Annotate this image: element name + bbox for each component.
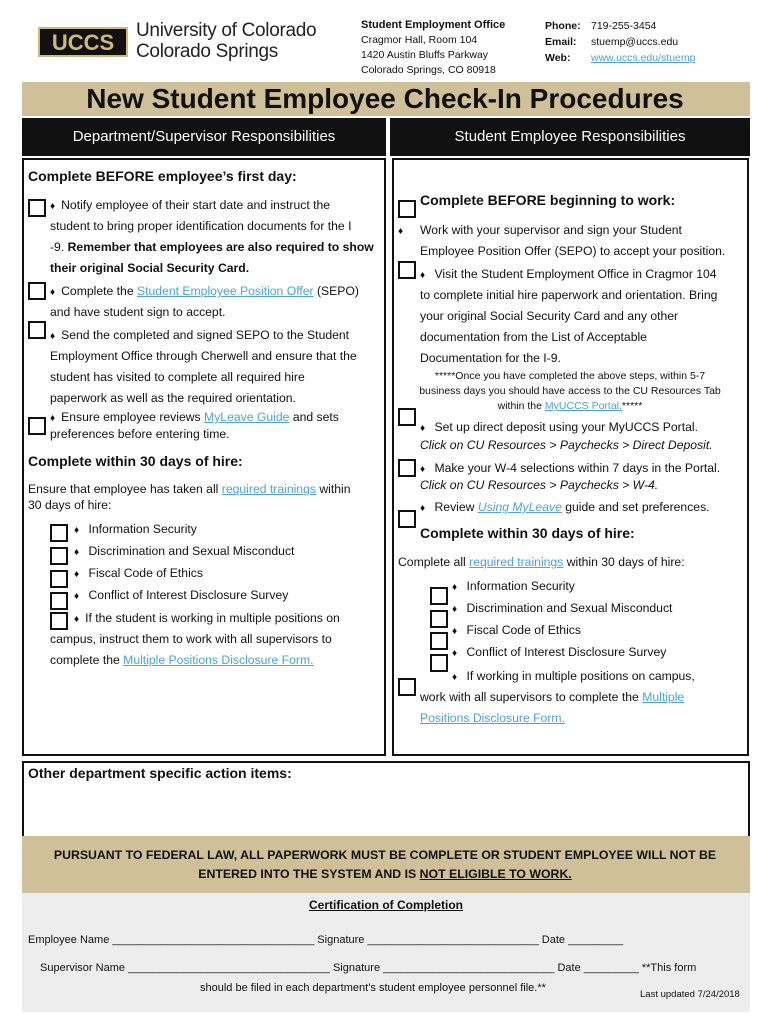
right-training-2 <box>452 598 672 620</box>
diamond-bullet-icon: ♦ <box>74 569 80 580</box>
diamond-bullet-icon: ♦ <box>74 591 80 602</box>
text: Send the completed and signed SEPO to the Student <box>61 328 350 342</box>
checkbox-training-1[interactable] <box>50 524 68 542</box>
checkbox-rtraining-4[interactable] <box>430 654 448 672</box>
text: Conflict of Interest Disclosure Survey <box>466 645 667 659</box>
text: guide and set preferences. <box>565 500 710 514</box>
left-training-4 <box>74 585 288 607</box>
note-line2: business days you should have access to the CU Resources Tab <box>419 385 721 397</box>
text: within <box>319 482 351 496</box>
left-item1 <box>50 195 330 217</box>
right-item1-line2: Employee Position Offer (SEPO) to accept your position. <box>420 244 726 258</box>
web-link[interactable]: www.uccs.edu/stuemp <box>591 52 696 64</box>
text: Information Security <box>466 579 575 593</box>
other-items-label: Other department specific action items: <box>28 765 292 781</box>
text: within 30 days of hire: <box>566 555 685 569</box>
checkbox-sepo[interactable] <box>28 282 46 300</box>
text: within the <box>497 400 542 412</box>
right-dd <box>420 418 698 438</box>
left-item3-line4: paperwork as well as the required orientation. <box>50 391 296 405</box>
logo-text: UCCS <box>51 30 115 55</box>
diamond-bullet-icon: ♦ <box>50 413 56 424</box>
right-multi <box>452 666 695 688</box>
checkbox-right-multi[interactable] <box>398 678 416 696</box>
left-training-3 <box>74 563 203 585</box>
office-address <box>361 18 505 78</box>
text: Information Security <box>88 522 197 536</box>
diamond-bullet-icon: ♦ <box>420 270 426 281</box>
office-line1: Cragmor Hall, Room 104 <box>361 34 478 46</box>
left-multi-line2: campus, instruct them to work with all supervisors to <box>50 632 332 646</box>
right-multiple-positions-link[interactable]: Multiple <box>642 690 685 704</box>
multiple-positions-form-link[interactable]: Multiple Positions Disclosure Form. <box>123 653 314 667</box>
myleave-guide-link[interactable]: MyLeave Guide <box>204 410 290 424</box>
certification-title: Certification of Completion <box>309 898 463 912</box>
warning-underlined: NOT ELIGIBLE TO WORK. <box>419 867 572 881</box>
right-training-3 <box>452 620 581 642</box>
right-item1-line1: Work with your supervisor and sign your Student <box>420 223 682 237</box>
page-title: New Student Employee Check-In Procedures <box>86 83 684 114</box>
checkbox-send-sepo[interactable] <box>28 321 46 339</box>
text: Discrimination and Sexual Misconduct <box>466 601 673 615</box>
warning-text <box>40 846 730 884</box>
left-s2-intro <box>28 481 351 498</box>
text: Discrimination and Sexual Misconduct <box>88 544 295 558</box>
left-multi-line3 <box>50 650 314 671</box>
right-w4-line2: Click on CU Resources > Paychecks > W-4. <box>420 478 659 492</box>
checkbox-direct-deposit[interactable] <box>398 408 416 426</box>
left-training-2 <box>74 541 294 563</box>
checkbox-multiple-positions[interactable] <box>50 612 68 630</box>
office-line3: Colorado Springs, CO 80918 <box>361 64 496 76</box>
checkbox-notify[interactable] <box>28 199 46 217</box>
text-bold: Remember that employees are also required to show <box>67 240 374 254</box>
checkbox-review[interactable] <box>398 510 416 528</box>
left-item4-line2: preferences before entering time. <box>50 427 230 441</box>
right-column-heading: Student Employee Responsibilities <box>390 118 750 156</box>
right-s2-intro <box>398 552 685 573</box>
last-updated: Last updated 7/24/2018 <box>640 989 740 1000</box>
office-line2: 1420 Austin Bluffs Parkway <box>361 49 489 61</box>
checkbox-myleave[interactable] <box>28 417 46 435</box>
right-section1-title: Complete BEFORE beginning to work: <box>420 192 676 208</box>
sepo-link[interactable]: Student Employee Position Offer <box>137 284 314 298</box>
warning-line1: PURSUANT TO FEDERAL LAW, ALL PAPERWORK MUST BE COMPLETE OR STUDENT EMPLOYEE WILL NOT BE <box>53 848 717 862</box>
diamond-bullet-icon: ♦ <box>420 423 426 434</box>
university-name <box>136 20 316 62</box>
web-label: Web: <box>545 52 571 64</box>
email[interactable]: stuemp@uccs.edu <box>591 36 679 48</box>
right-item2-line2: to complete initial hire paperwork and orientation. Bring <box>420 288 718 302</box>
email-label: Email: <box>545 36 577 48</box>
text: Fiscal Code of Ethics <box>466 623 581 637</box>
right-required-trainings-link[interactable]: required trainings <box>469 555 564 569</box>
checkbox-visit-office[interactable] <box>398 261 416 279</box>
diamond-bullet-icon: ♦ <box>50 331 56 342</box>
required-trainings-link[interactable]: required trainings <box>221 482 316 496</box>
text: Ensure employee reviews <box>61 410 201 424</box>
univ-line1: University of Colorado <box>136 20 317 41</box>
left-item2 <box>50 281 359 303</box>
right-dd-line2: Click on CU Resources > Paychecks > Direct Deposit. <box>420 438 713 452</box>
text: Conflict of Interest Disclosure Survey <box>88 588 289 602</box>
diamond-bullet-icon: ♦ <box>452 648 458 659</box>
using-myleave-link[interactable]: Using MyLeave <box>477 500 562 514</box>
right-item2-line5: Documentation for the I-9. <box>420 351 561 365</box>
portal-note <box>396 369 744 414</box>
contact-info <box>545 18 695 66</box>
diamond-bullet-icon: ♦ <box>420 503 426 514</box>
supervisor-signature-line[interactable]: Supervisor Name _________________________________ Signature ____________________________ Date _________ **This form <box>40 962 697 974</box>
phone-label: Phone: <box>545 20 581 32</box>
text: Fiscal Code of Ethics <box>88 566 203 580</box>
text: Complete all <box>398 555 466 569</box>
text: Ensure that employee has taken all <box>28 482 219 496</box>
checkbox-w4[interactable] <box>398 459 416 477</box>
text: ENTERED INTO THE SYSTEM AND IS <box>198 867 417 881</box>
text: Make your W-4 selections within 7 days in the Portal. <box>434 461 721 475</box>
text: (SEPO) <box>316 284 359 298</box>
diamond-bullet-icon: ♦ <box>50 201 56 212</box>
certification-footer: should be filed in each department’s student employee personnel file.** <box>200 982 546 994</box>
checkbox-training-4[interactable] <box>50 592 68 610</box>
right-item2 <box>420 264 717 286</box>
uccs-logo <box>38 27 128 57</box>
left-column-heading: Department/Supervisor Responsibilities <box>22 118 386 156</box>
text: Review <box>434 500 475 514</box>
text: Complete the <box>61 284 134 298</box>
phone: 719-255-3454 <box>591 20 657 32</box>
left-item2-line2: and have student sign to accept. <box>50 305 226 319</box>
left-item3-line2: Employment Office through Cherwell and ensure that the <box>50 349 357 363</box>
univ-line2: Colorado Springs <box>136 41 279 62</box>
checkbox-training-2[interactable] <box>50 547 68 565</box>
diamond-bullet-icon: ♦ <box>74 614 80 625</box>
text: If the student is working in multiple positions on <box>85 611 340 625</box>
left-item3-line3: student has visited to complete all required hire <box>50 370 305 384</box>
text: -9. <box>50 240 65 254</box>
left-item1-line3 <box>50 237 374 258</box>
right-review <box>420 497 710 519</box>
text: Visit the Student Employment Office in Cragmor 104 <box>434 267 717 281</box>
diamond-bullet-icon: ♦ <box>398 226 404 237</box>
left-item3 <box>50 325 349 347</box>
note-line1: *****Once you have completed the above steps, within 5-7 <box>434 370 706 382</box>
office-title: Student Employment Office <box>361 19 506 31</box>
right-training-4 <box>452 642 666 664</box>
diamond-bullet-icon: ♦ <box>452 582 458 593</box>
left-section1-title: Complete BEFORE employee’s first day: <box>28 168 297 184</box>
text: work with all supervisors to complete the <box>420 690 639 704</box>
diamond-bullet-icon: ♦ <box>74 547 80 558</box>
diamond-bullet-icon: ♦ <box>452 672 458 683</box>
left-item1-line4: their original Social Security Card. <box>50 261 250 275</box>
left-item1-line2: student to bring proper identification documents for the I <box>50 219 352 233</box>
right-item1 <box>398 220 409 242</box>
diamond-bullet-icon: ♦ <box>50 287 56 298</box>
text: complete the <box>50 653 120 667</box>
checkbox-rtraining-1[interactable] <box>430 587 448 605</box>
checkbox-right-section1[interactable] <box>398 200 416 218</box>
checkbox-training-3[interactable] <box>50 570 68 588</box>
left-training-1 <box>74 519 197 541</box>
diamond-bullet-icon: ♦ <box>420 464 426 475</box>
right-section2-title: Complete within 30 days of hire: <box>420 525 635 541</box>
myuccs-portal-link[interactable]: MyUCCS Portal. <box>544 400 622 412</box>
checkbox-rtraining-2[interactable] <box>430 610 448 628</box>
left-multi <box>74 608 340 630</box>
right-multiple-positions-link-2[interactable]: Positions Disclosure Form. <box>420 711 565 725</box>
left-section2-title: Complete within 30 days of hire: <box>28 453 243 469</box>
right-item2-line4: documentation from the List of Acceptable <box>420 330 647 344</box>
diamond-bullet-icon: ♦ <box>74 525 80 536</box>
diamond-bullet-icon: ♦ <box>452 626 458 637</box>
text: ***** <box>621 400 643 412</box>
text: If working in multiple positions on campus, <box>466 669 695 683</box>
checkbox-rtraining-3[interactable] <box>430 632 448 650</box>
left-item4 <box>50 409 339 427</box>
right-item2-line3: your original Social Security Card and any other <box>420 309 679 323</box>
text: Set up direct deposit using your MyUCCS Portal. <box>434 420 699 434</box>
diamond-bullet-icon: ♦ <box>452 604 458 615</box>
right-multi-line2 <box>420 687 684 708</box>
right-training-1 <box>452 576 575 598</box>
left-s2-intro-line2: 30 days of hire: <box>28 498 112 512</box>
employee-signature-line[interactable]: Employee Name _________________________________ Signature ____________________________ Date _________ <box>28 934 624 946</box>
text: Notify employee of their start date and instruct the <box>61 198 331 212</box>
text: and sets <box>292 410 339 424</box>
